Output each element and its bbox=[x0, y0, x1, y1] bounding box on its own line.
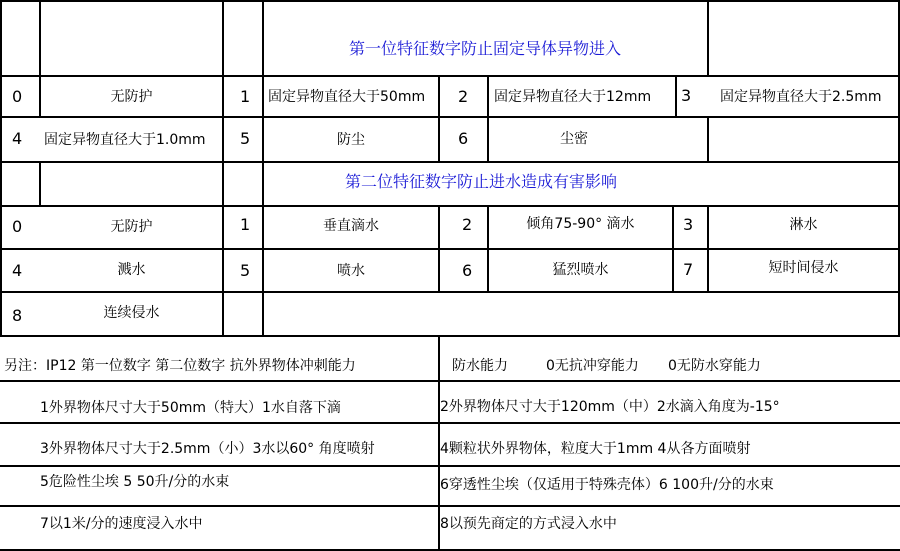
protection-desc: 无防护 bbox=[110, 89, 153, 105]
grid-line bbox=[0, 335, 900, 337]
protection-desc: 固定异物直径大于12mm bbox=[494, 89, 652, 105]
code-number: 0 bbox=[12, 87, 23, 106]
protection-desc: 倾角75-90° 滴水 bbox=[526, 216, 635, 232]
grid-line bbox=[0, 380, 900, 382]
code-number: 1 bbox=[240, 215, 251, 234]
code-number: 3 bbox=[681, 86, 692, 105]
grid-line bbox=[0, 205, 900, 207]
grid-line bbox=[0, 248, 900, 250]
protection-desc: 猛烈喷水 bbox=[552, 262, 609, 278]
code-number: 4 bbox=[12, 129, 23, 148]
protection-desc: 固定异物直径大于1.0mm bbox=[44, 132, 206, 148]
protection-desc: 淋水 bbox=[789, 217, 818, 233]
grid-line bbox=[0, 291, 900, 293]
table1-title: 第一位特征数字防止固定导体异物进入 bbox=[348, 39, 621, 58]
grid-line bbox=[0, 0, 900, 2]
protection-desc: 短时间侵水 bbox=[768, 260, 839, 276]
code-number: 2 bbox=[458, 87, 469, 106]
protection-desc: 溅水 bbox=[117, 262, 146, 278]
protection-desc: 喷水 bbox=[337, 263, 365, 279]
note-right: 6穿透性尘埃（仅适用于特殊壳体）6 100升/分的水束 bbox=[440, 477, 774, 493]
protection-desc: 固定异物直径大于50mm bbox=[268, 89, 426, 105]
grid-line bbox=[222, 0, 224, 336]
code-number: 3 bbox=[683, 215, 694, 234]
no-impact-label: 0无抗冲穿能力 bbox=[546, 358, 639, 374]
grid-line bbox=[0, 465, 900, 467]
code-number: 2 bbox=[462, 215, 473, 234]
note-right: 2外界物体尺寸大于120mm（中）2水滴入角度为-15° bbox=[440, 399, 780, 415]
grid-line bbox=[0, 116, 900, 118]
no-water-label: 0无防水穿能力 bbox=[668, 358, 761, 374]
grid-line bbox=[0, 161, 900, 163]
grid-line bbox=[438, 75, 440, 161]
code-number: 7 bbox=[683, 260, 694, 279]
grid-line bbox=[39, 161, 41, 205]
protection-desc: 固定异物直径大于2.5mm bbox=[720, 89, 882, 105]
protection-desc: 尘密 bbox=[560, 131, 588, 147]
table2-title: 第二位特征数字防止进水造成有害影响 bbox=[344, 172, 617, 191]
note-left: 5危险性尘埃 5 50升/分的水束 bbox=[40, 474, 230, 490]
grid-line bbox=[675, 75, 677, 117]
code-number: 6 bbox=[462, 261, 473, 280]
notes-header: 另注：IP12 第一位数字 第二位数字 抗外界物体冲刺能力 bbox=[4, 358, 356, 374]
protection-desc: 防尘 bbox=[337, 132, 365, 148]
code-number: 4 bbox=[12, 261, 23, 280]
water-ability-label: 防水能力 bbox=[452, 358, 508, 374]
code-number: 5 bbox=[240, 129, 251, 148]
grid-line bbox=[672, 205, 674, 292]
grid-line bbox=[0, 505, 900, 507]
grid-line bbox=[0, 75, 900, 77]
grid-line bbox=[487, 75, 489, 161]
note-left: 7以1米/分的速度浸入水中 bbox=[40, 516, 203, 532]
grid-line bbox=[0, 422, 900, 424]
note-right: 8以预先商定的方式浸入水中 bbox=[440, 516, 617, 532]
note-right: 4颗粒状外界物体，粒度大于1mm 4从各方面喷射 bbox=[440, 441, 751, 457]
note-left: 1外界物体尺寸大于50mm（特大）1水自落下滴 bbox=[40, 400, 341, 416]
code-number: 8 bbox=[12, 306, 23, 325]
protection-desc: 连续侵水 bbox=[103, 305, 160, 321]
note-left: 3外界物体尺寸大于2.5mm（小）3水以60° 角度喷射 bbox=[40, 441, 375, 457]
grid-line bbox=[707, 0, 709, 76]
grid-line bbox=[438, 205, 440, 292]
grid-line bbox=[707, 116, 709, 161]
code-number: 6 bbox=[458, 129, 469, 148]
code-number: 1 bbox=[240, 87, 251, 106]
protection-desc: 无防护 bbox=[110, 219, 153, 235]
protection-desc: 垂直滴水 bbox=[323, 218, 379, 234]
grid-line bbox=[0, 0, 2, 336]
code-number: 5 bbox=[240, 261, 251, 280]
code-number: 0 bbox=[12, 217, 23, 236]
